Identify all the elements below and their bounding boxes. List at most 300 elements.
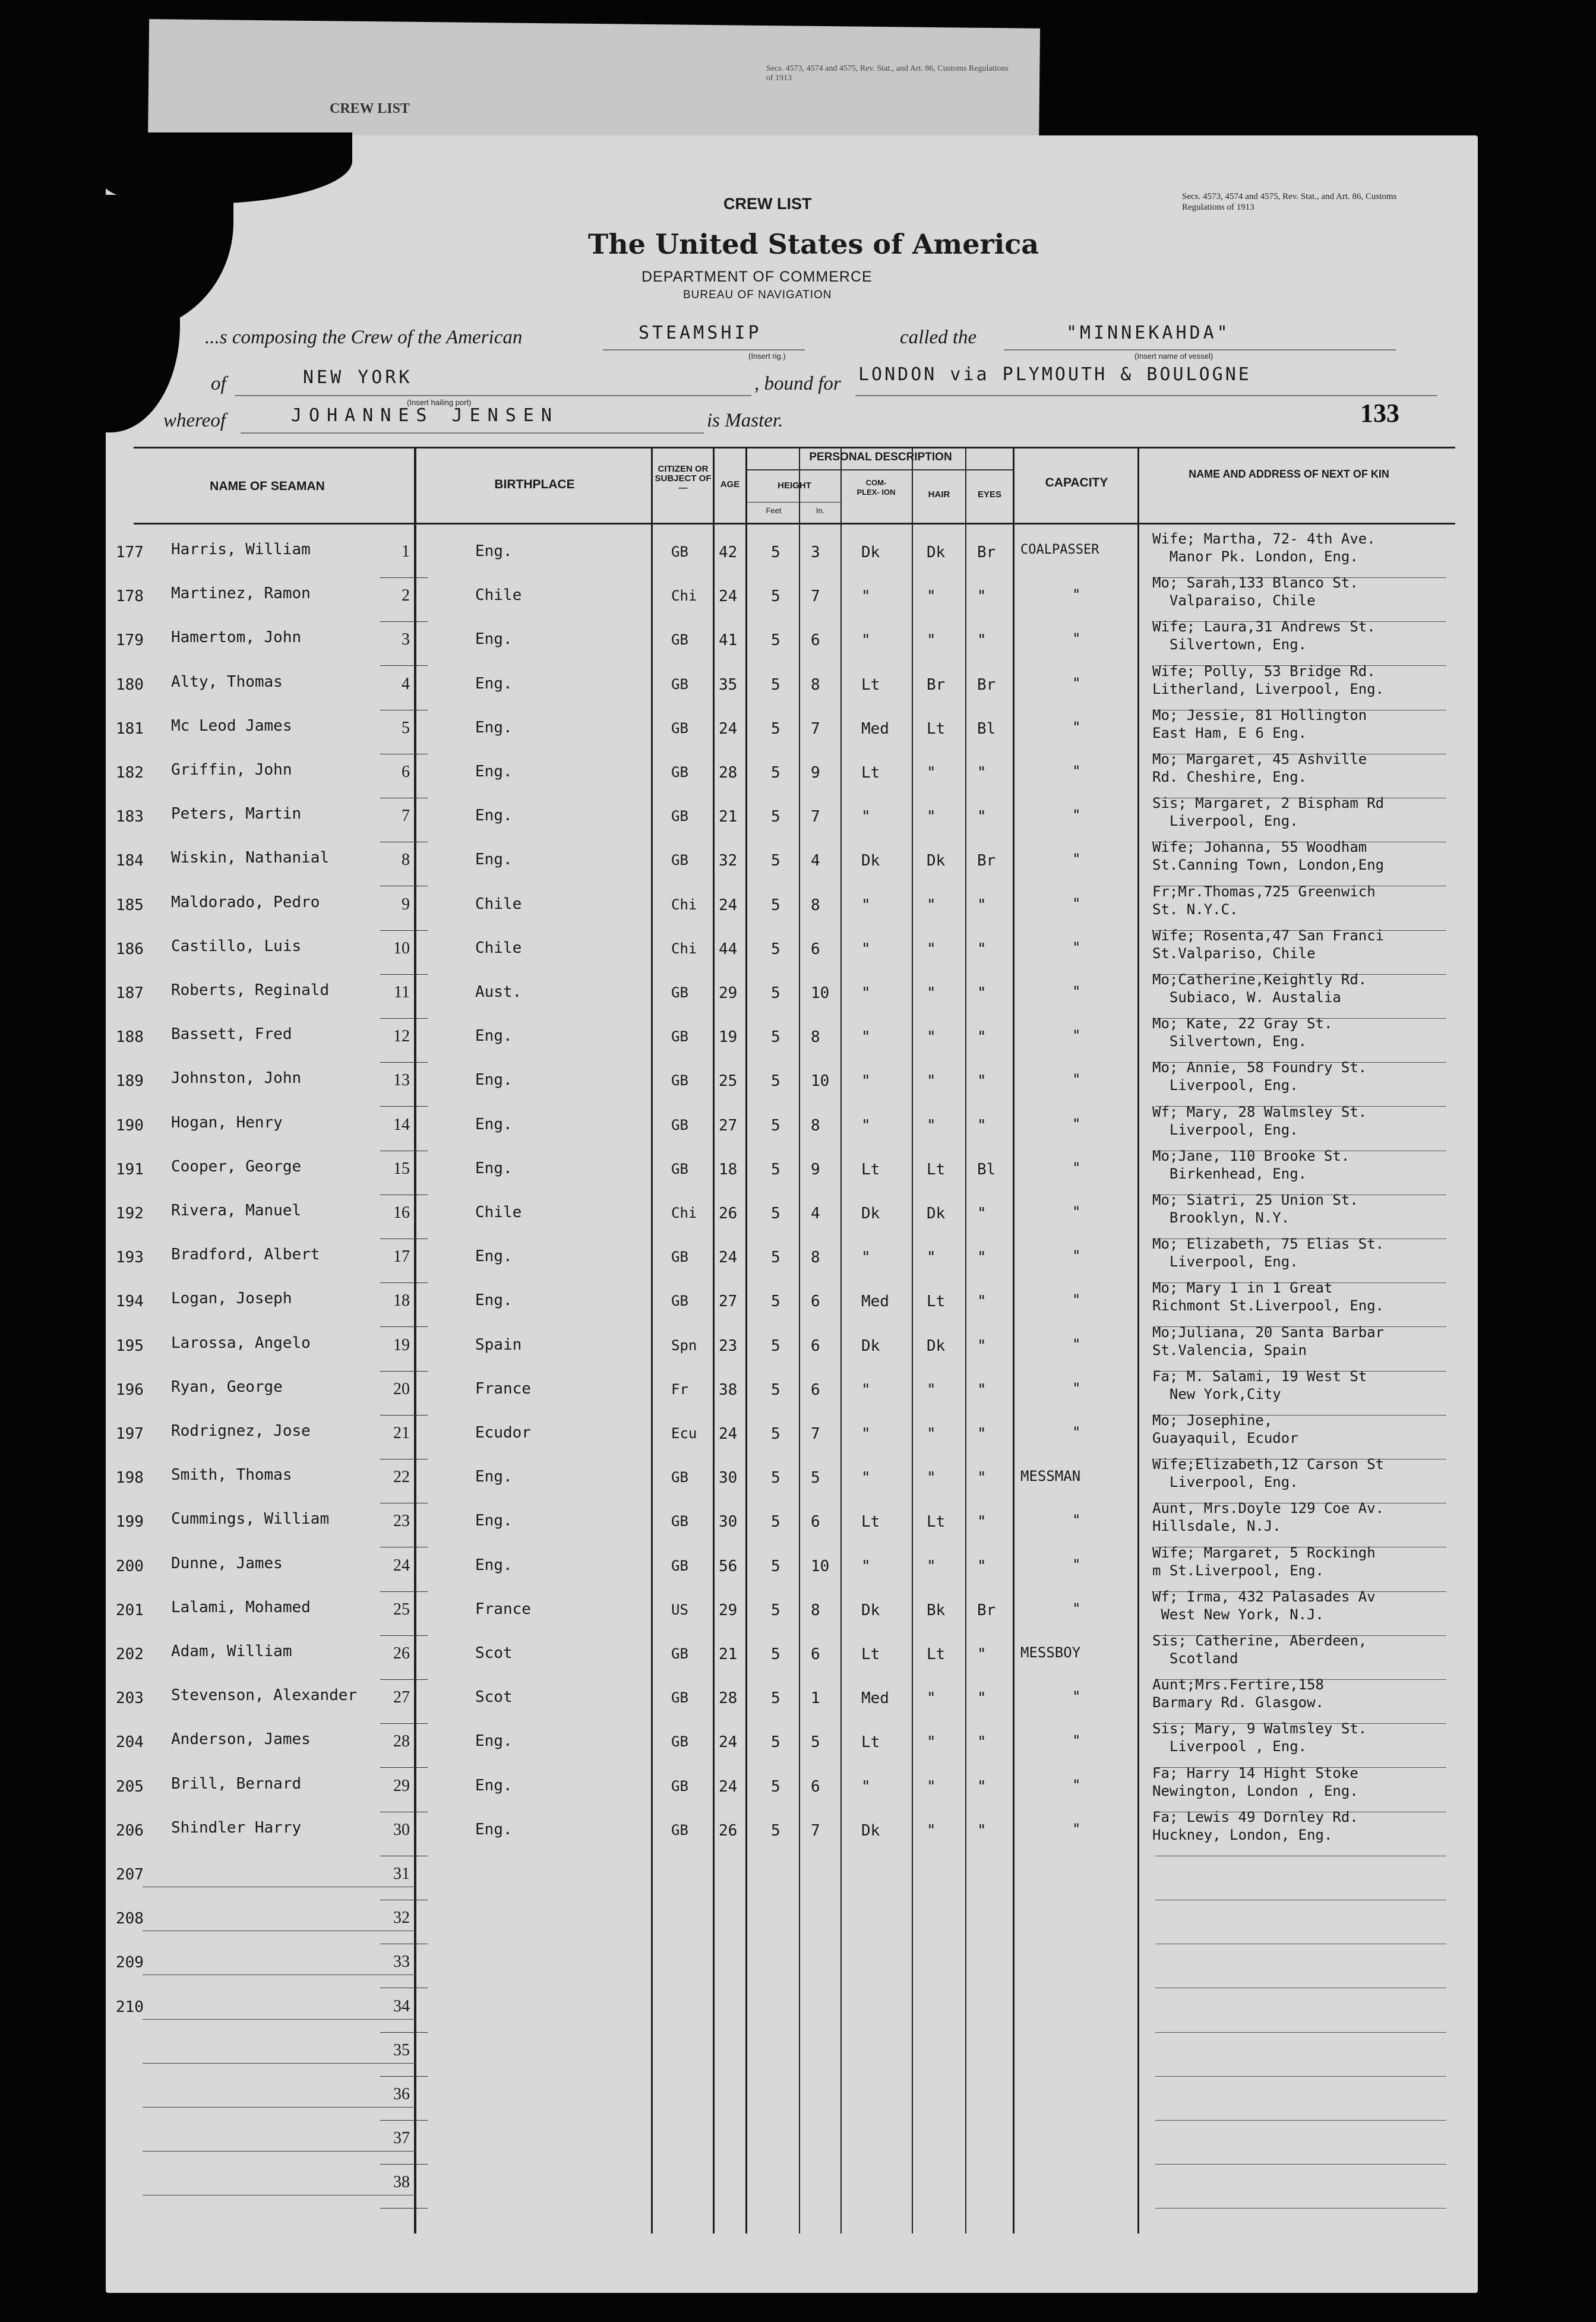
row-number: 186	[116, 940, 144, 958]
line-number: 23	[393, 1512, 410, 1531]
eyes: Br	[977, 544, 996, 561]
eyes: Br	[977, 852, 996, 870]
birthplace: Eng.	[475, 1291, 513, 1310]
height-inches: 10	[811, 1072, 830, 1091]
age: 26	[719, 1821, 738, 1840]
next-of-kin: Sis; Margaret, 2 Bispham Rd Liverpool, Eng.	[1152, 795, 1385, 830]
height-feet: 5	[771, 1689, 780, 1708]
capacity: "	[1072, 1688, 1081, 1705]
height-feet: 5	[771, 1293, 780, 1311]
citizenship: GB	[671, 1777, 688, 1795]
seaman-name: Anderson, James	[171, 1730, 311, 1749]
row-number: 188	[116, 1028, 144, 1047]
eyes: "	[977, 1513, 987, 1531]
age: 21	[719, 808, 738, 826]
row-number: 198	[116, 1469, 144, 1487]
birthplace: Ecudor	[475, 1424, 531, 1442]
complexion: Dk	[861, 1337, 880, 1355]
complexion: "	[861, 1469, 871, 1487]
eyes: "	[977, 1337, 987, 1355]
hair: "	[927, 940, 936, 958]
row-number: 184	[116, 852, 144, 870]
eyes: "	[977, 1821, 987, 1840]
birthplace: France	[475, 1379, 531, 1398]
citizenship: Ecu	[671, 1425, 697, 1442]
next-of-kin: Mo; Annie, 58 Foundry St. Liverpool, Eng.	[1152, 1059, 1367, 1094]
next-of-kin: Wife; Laura,31 Andrews St. Silvertown, Eng.	[1152, 618, 1376, 653]
birthplace: Eng.	[475, 1512, 513, 1530]
complexion: Lt	[861, 1160, 880, 1179]
citizenship: GB	[671, 1293, 688, 1310]
age: 35	[719, 675, 738, 694]
complexion: "	[861, 631, 871, 650]
height-inches: 6	[811, 1293, 820, 1311]
called-the-label: called the	[900, 327, 977, 348]
height-feet: 5	[771, 1425, 780, 1443]
row-number: 207	[116, 1866, 144, 1884]
row-number: 195	[116, 1337, 144, 1355]
hair: "	[927, 1425, 936, 1443]
row-number: 183	[116, 808, 144, 826]
hair: "	[927, 1380, 936, 1399]
line-number: 19	[393, 1335, 410, 1354]
row-number: 205	[116, 1777, 144, 1796]
complexion: Lt	[861, 764, 880, 782]
birthplace: Eng.	[475, 807, 513, 825]
eyes: "	[977, 1469, 987, 1487]
next-of-kin: Wf; Mary, 28 Walmsley St. Liverpool, Eng.	[1152, 1103, 1367, 1138]
eyes: "	[977, 984, 987, 1002]
height-feet: 5	[771, 852, 780, 870]
hailing-port: NEW YORK	[303, 367, 413, 388]
row-number: 179	[116, 631, 144, 650]
seaman-name: Bradford, Albert	[171, 1246, 320, 1264]
col-citizen: CITIZEN OR SUBJECT OF—	[655, 464, 712, 493]
complexion: Dk	[861, 1601, 880, 1619]
capacity: "	[1072, 1820, 1081, 1837]
citizenship: Fr	[671, 1380, 688, 1398]
seaman-name: Roberts, Reginald	[171, 981, 330, 999]
line-number: 17	[393, 1247, 410, 1266]
eyes: "	[977, 1205, 987, 1222]
seaman-name: Dunne, James	[171, 1554, 283, 1572]
age: 18	[719, 1160, 738, 1179]
seaman-name: Martinez, Ramon	[171, 585, 311, 603]
height-inches: 5	[811, 1469, 820, 1487]
hair: "	[927, 984, 936, 1002]
height-feet: 5	[771, 1160, 780, 1179]
capacity: "	[1072, 1071, 1081, 1088]
capacity: "	[1072, 1512, 1081, 1529]
age: 44	[719, 940, 738, 958]
hair: Dk	[927, 1337, 946, 1355]
age: 26	[719, 1205, 738, 1222]
age: 21	[719, 1645, 738, 1663]
line-number: 37	[393, 2129, 410, 2148]
next-of-kin: Fa; Lewis 49 Dornley Rd. Huckney, London, Eng.	[1152, 1808, 1358, 1843]
height-inches: 1	[811, 1689, 820, 1708]
height-inches: 8	[811, 1249, 820, 1267]
hair: Lt	[927, 1160, 946, 1179]
age: 42	[719, 544, 738, 561]
row-number: 202	[116, 1645, 144, 1663]
citizenship: GB	[671, 1821, 688, 1838]
whereof-label: whereof	[163, 410, 226, 431]
capacity: "	[1072, 1732, 1081, 1749]
next-of-kin: Wife;Elizabeth,12 Carson St Liverpool, Eng.	[1152, 1456, 1385, 1491]
height-feet: 5	[771, 1116, 780, 1135]
eyes: "	[977, 587, 987, 606]
line-number: 24	[393, 1556, 410, 1575]
line-number: 38	[393, 2173, 410, 2192]
seaman-name: Logan, Joseph	[171, 1290, 292, 1308]
col-hair: HAIR	[928, 489, 950, 500]
citizenship: GB	[671, 764, 688, 781]
citizenship: GB	[671, 1072, 688, 1089]
hair: "	[927, 1557, 936, 1575]
birthplace: Chile	[475, 939, 522, 957]
citizenship: Spn	[671, 1337, 697, 1354]
height-feet: 5	[771, 1205, 780, 1222]
eyes: "	[977, 764, 987, 782]
line-number: 32	[393, 1909, 410, 1928]
next-of-kin: Aunt;Mrs.Fertire,158 Barmary Rd. Glasgow.	[1152, 1676, 1324, 1711]
height-feet: 5	[771, 631, 780, 650]
bureau-heading: BUREAU OF NAVIGATION	[683, 289, 832, 301]
line-number: 34	[393, 1996, 410, 2015]
capacity: "	[1072, 586, 1081, 604]
line-number: 18	[393, 1291, 410, 1310]
capacity: "	[1072, 718, 1081, 735]
birthplace: Chile	[475, 1203, 522, 1221]
capacity: "	[1072, 1159, 1081, 1176]
birthplace: Scot	[475, 1688, 513, 1707]
line-number: 20	[393, 1379, 410, 1398]
age: 25	[719, 1072, 738, 1091]
next-of-kin: Wife; Rosenta,47 San Franci St.Valpariso, Chile	[1152, 927, 1385, 962]
eyes: "	[977, 1557, 987, 1575]
citizenship: GB	[671, 1249, 688, 1266]
height-feet: 5	[771, 1821, 780, 1840]
eyes: "	[977, 1645, 987, 1663]
citizenship: GB	[671, 1513, 688, 1530]
height-feet: 5	[771, 1733, 780, 1752]
citizenship: GB	[671, 808, 688, 825]
next-of-kin: Mo;Jane, 110 Brooke St. Birkenhead, Eng.	[1152, 1147, 1350, 1182]
seaman-name: Hogan, Henry	[171, 1113, 283, 1132]
capacity: "	[1072, 1291, 1081, 1309]
hair: Dk	[927, 544, 946, 561]
citizenship: GB	[671, 675, 688, 693]
eyes: "	[977, 1733, 987, 1752]
citizenship: GB	[671, 719, 688, 737]
birthplace: France	[475, 1600, 531, 1618]
complexion: "	[861, 1425, 871, 1443]
hair: "	[927, 1072, 936, 1091]
height-feet: 5	[771, 1028, 780, 1047]
height-inches: 8	[811, 1116, 820, 1135]
vessel-note: (Insert name of vessel)	[1134, 352, 1213, 361]
seaman-name: Smith, Thomas	[171, 1466, 292, 1484]
complexion: Med	[861, 1689, 889, 1708]
row-number: 206	[116, 1821, 144, 1840]
height-inches: 7	[811, 587, 820, 606]
row-number: 178	[116, 587, 144, 606]
birthplace: Eng.	[475, 1115, 513, 1133]
seaman-name: Rodrignez, Jose	[171, 1422, 311, 1440]
height-inches: 4	[811, 852, 820, 870]
crew-line-prefix: ...s composing the Crew of the American	[205, 327, 523, 348]
capacity: "	[1072, 983, 1081, 1000]
capacity: "	[1072, 763, 1081, 779]
hair: "	[927, 896, 936, 914]
height-inches: 4	[811, 1205, 820, 1222]
capacity: "	[1072, 1776, 1081, 1793]
vessel-name: "MINNEKAHDA"	[1066, 323, 1231, 343]
height-inches: 6	[811, 631, 820, 650]
hair: Lt	[927, 719, 946, 738]
capacity: "	[1072, 939, 1081, 956]
height-inches: 7	[811, 1821, 820, 1840]
row-number: 199	[116, 1513, 144, 1531]
birthplace: Scot	[475, 1644, 513, 1662]
capacity: MESSBOY	[1020, 1644, 1081, 1661]
hair: Dk	[927, 852, 946, 870]
age: 24	[719, 896, 738, 914]
line-number: 12	[393, 1027, 410, 1046]
birthplace: Eng.	[475, 674, 513, 693]
hair: "	[927, 1116, 936, 1135]
page-number: 133	[1360, 399, 1399, 428]
row-number: 200	[116, 1557, 144, 1575]
birthplace: Eng.	[475, 1776, 513, 1795]
next-of-kin: Mo;Catherine,Keightly Rd. Subiaco, W. Austalia	[1152, 971, 1367, 1006]
capacity: "	[1072, 895, 1081, 912]
hair: "	[927, 764, 936, 782]
eyes: "	[977, 1293, 987, 1311]
next-of-kin: Sis; Catherine, Aberdeen, Scotland	[1152, 1632, 1367, 1667]
capacity: "	[1072, 1247, 1081, 1265]
height-inches: 7	[811, 808, 820, 826]
capacity: "	[1072, 1335, 1081, 1353]
row-number: 190	[116, 1116, 144, 1135]
capacity: "	[1072, 1203, 1081, 1220]
eyes: Br	[977, 1601, 996, 1619]
complexion: Med	[861, 719, 889, 738]
birthplace: Eng.	[475, 1159, 513, 1177]
complexion: "	[861, 587, 871, 606]
height-inches: 10	[811, 984, 830, 1002]
height-inches: 10	[811, 1557, 830, 1575]
line-number: 13	[393, 1071, 410, 1090]
citizenship: GB	[671, 544, 688, 560]
capacity: "	[1072, 1600, 1081, 1617]
line-number: 22	[393, 1468, 410, 1487]
complexion: "	[861, 1028, 871, 1047]
capacity: "	[1072, 1379, 1081, 1397]
citizenship: GB	[671, 1469, 688, 1486]
hair: "	[927, 1821, 936, 1840]
line-number: 11	[394, 983, 410, 1002]
line-number: 6	[402, 763, 410, 781]
bound-for-label: , bound for	[754, 373, 841, 394]
next-of-kin: Wife; Margaret, 5 Rockingh m St.Liverpool, Eng.	[1152, 1544, 1376, 1579]
next-of-kin: Wife; Martha, 72- 4th Ave. Manor Pk. London, Eng.	[1152, 530, 1376, 565]
citizenship: Chi	[671, 896, 697, 913]
col-age: AGE	[720, 479, 740, 489]
complexion: Med	[861, 1293, 889, 1311]
citizenship: GB	[671, 1689, 688, 1707]
height-inches: 6	[811, 940, 820, 958]
age: 27	[719, 1293, 738, 1311]
row-number: 191	[116, 1160, 144, 1179]
birthplace: Eng.	[475, 1247, 513, 1266]
seaman-name: Ryan, George	[171, 1378, 283, 1396]
seaman-name: Maldorado, Pedro	[171, 893, 320, 911]
next-of-kin: Wife; Johanna, 55 Woodham St.Canning Town, London,Eng	[1152, 839, 1385, 874]
eyes: "	[977, 1689, 987, 1708]
line-number: 33	[393, 1953, 410, 1972]
capacity: "	[1072, 1424, 1081, 1440]
height-feet: 5	[771, 1513, 780, 1531]
col-inches: In.	[816, 506, 825, 515]
birthplace: Eng.	[475, 1820, 513, 1838]
line-number: 27	[393, 1688, 410, 1707]
capacity: "	[1072, 807, 1081, 824]
line-number: 36	[393, 2085, 410, 2103]
citizenship: Chi	[671, 587, 697, 605]
col-next-of-kin: NAME AND ADDRESS OF NEXT OF KIN	[1189, 468, 1389, 480]
line-number: 35	[393, 2040, 410, 2059]
destination: LONDON via PLYMOUTH & BOULOGNE	[858, 364, 1251, 385]
row-number: 177	[116, 544, 144, 561]
row-number: 189	[116, 1072, 144, 1091]
hair: "	[927, 1469, 936, 1487]
row-number: 181	[116, 719, 144, 738]
line-number: 8	[402, 851, 410, 870]
seaman-name: Johnston, John	[171, 1069, 302, 1088]
seaman-name: Lalami, Mohamed	[171, 1598, 311, 1616]
next-of-kin: Mo; Kate, 22 Gray St. Silvertown, Eng.	[1152, 1015, 1333, 1050]
height-feet: 5	[771, 587, 780, 606]
citizenship: GB	[671, 852, 688, 869]
hair: Br	[927, 675, 946, 694]
col-name: NAME OF SEAMAN	[210, 479, 325, 493]
row-number: 210	[116, 1998, 144, 2016]
is-master-label: is Master.	[707, 410, 783, 431]
seaman-name: Cummings, William	[171, 1510, 330, 1528]
col-complexion: COM- PLEX- ION	[857, 478, 896, 497]
birthplace: Eng.	[475, 1027, 513, 1045]
eyes: "	[977, 808, 987, 826]
height-feet: 5	[771, 1072, 780, 1091]
height-inches: 6	[811, 1380, 820, 1399]
citizenship: GB	[671, 1645, 688, 1662]
eyes: "	[977, 1425, 987, 1443]
port-note: (Insert hailing port)	[407, 398, 472, 407]
seaman-name: Griffin, John	[171, 761, 292, 779]
line-number: 9	[402, 895, 410, 914]
col-eyes: EYES	[977, 489, 1002, 500]
seaman-name: Wiskin, Nathanial	[171, 849, 330, 867]
hair: Lt	[927, 1645, 946, 1663]
height-feet: 5	[771, 764, 780, 782]
statute-reference: Secs. 4573, 4574 and 4575, Rev. Stat., and Art. 86, Customs Regulations of 1913	[1182, 192, 1397, 212]
citizenship: Chi	[671, 1205, 697, 1221]
capacity: "	[1072, 1115, 1081, 1132]
capacity: COALPASSER	[1020, 542, 1099, 557]
col-feet: Feet	[766, 506, 782, 515]
next-of-kin: Fr;Mr.Thomas,725 Greenwich St. N.Y.C.	[1152, 883, 1376, 918]
eyes: "	[977, 1249, 987, 1267]
eyes: "	[977, 1116, 987, 1135]
line-number: 25	[393, 1600, 410, 1619]
height-inches: 3	[811, 544, 820, 561]
citizenship: US	[671, 1601, 688, 1618]
complexion: Dk	[861, 544, 880, 561]
hair: "	[927, 587, 936, 606]
next-of-kin: Sis; Mary, 9 Walmsley St. Liverpool , Eng.	[1152, 1720, 1367, 1755]
seaman-name: Stevenson, Alexander	[171, 1686, 358, 1705]
row-number: 180	[116, 675, 144, 694]
capacity: MESSMAN	[1020, 1468, 1081, 1485]
age: 24	[719, 719, 738, 738]
citizenship: GB	[671, 1733, 688, 1751]
seaman-name: Brill, Bernard	[171, 1774, 302, 1793]
line-number: 31	[393, 1865, 410, 1883]
eyes: Bl	[977, 719, 996, 738]
row-number: 204	[116, 1733, 144, 1752]
capacity: "	[1072, 674, 1081, 691]
col-personal-description: PERSONAL DESCRIPTION	[809, 451, 952, 463]
line-number: 7	[402, 807, 410, 826]
complexion: Lt	[861, 675, 880, 694]
next-of-kin: Mo; Siatri, 25 Union St. Brooklyn, N.Y.	[1152, 1192, 1358, 1226]
birthplace: Eng.	[475, 763, 513, 781]
age: 30	[719, 1513, 738, 1531]
row-number: 201	[116, 1601, 144, 1619]
row-number: 197	[116, 1425, 144, 1443]
birthplace: Eng.	[475, 1732, 513, 1751]
seaman-name: Larossa, Angelo	[171, 1334, 311, 1352]
age: 28	[719, 764, 738, 782]
eyes: "	[977, 1028, 987, 1047]
age: 24	[719, 587, 738, 606]
line-number: 28	[393, 1732, 410, 1751]
birthplace: Spain	[475, 1335, 522, 1354]
back-sheet-title: CREW LIST	[330, 101, 410, 116]
height-feet: 5	[771, 1557, 780, 1575]
capacity: "	[1072, 630, 1081, 647]
row-number: 209	[116, 1954, 144, 1972]
col-birthplace: BIRTHPLACE	[494, 478, 575, 491]
seaman-name: Castillo, Luis	[171, 937, 302, 955]
height-inches: 6	[811, 1337, 820, 1355]
seaman-name: Shindler Harry	[171, 1818, 302, 1837]
next-of-kin: Mo; Jessie, 81 Hollington East Ham, E 6 Eng.	[1152, 706, 1367, 741]
complexion: "	[861, 1072, 871, 1091]
country-heading: The United States of America	[588, 228, 1039, 260]
hair: "	[927, 808, 936, 826]
hair: "	[927, 1249, 936, 1267]
complexion: Dk	[861, 852, 880, 870]
birthplace: Eng.	[475, 630, 513, 649]
row-number: 187	[116, 984, 144, 1002]
height-feet: 5	[771, 1777, 780, 1796]
row-number: 185	[116, 896, 144, 914]
height-feet: 5	[771, 1469, 780, 1487]
birthplace: Eng.	[475, 851, 513, 869]
